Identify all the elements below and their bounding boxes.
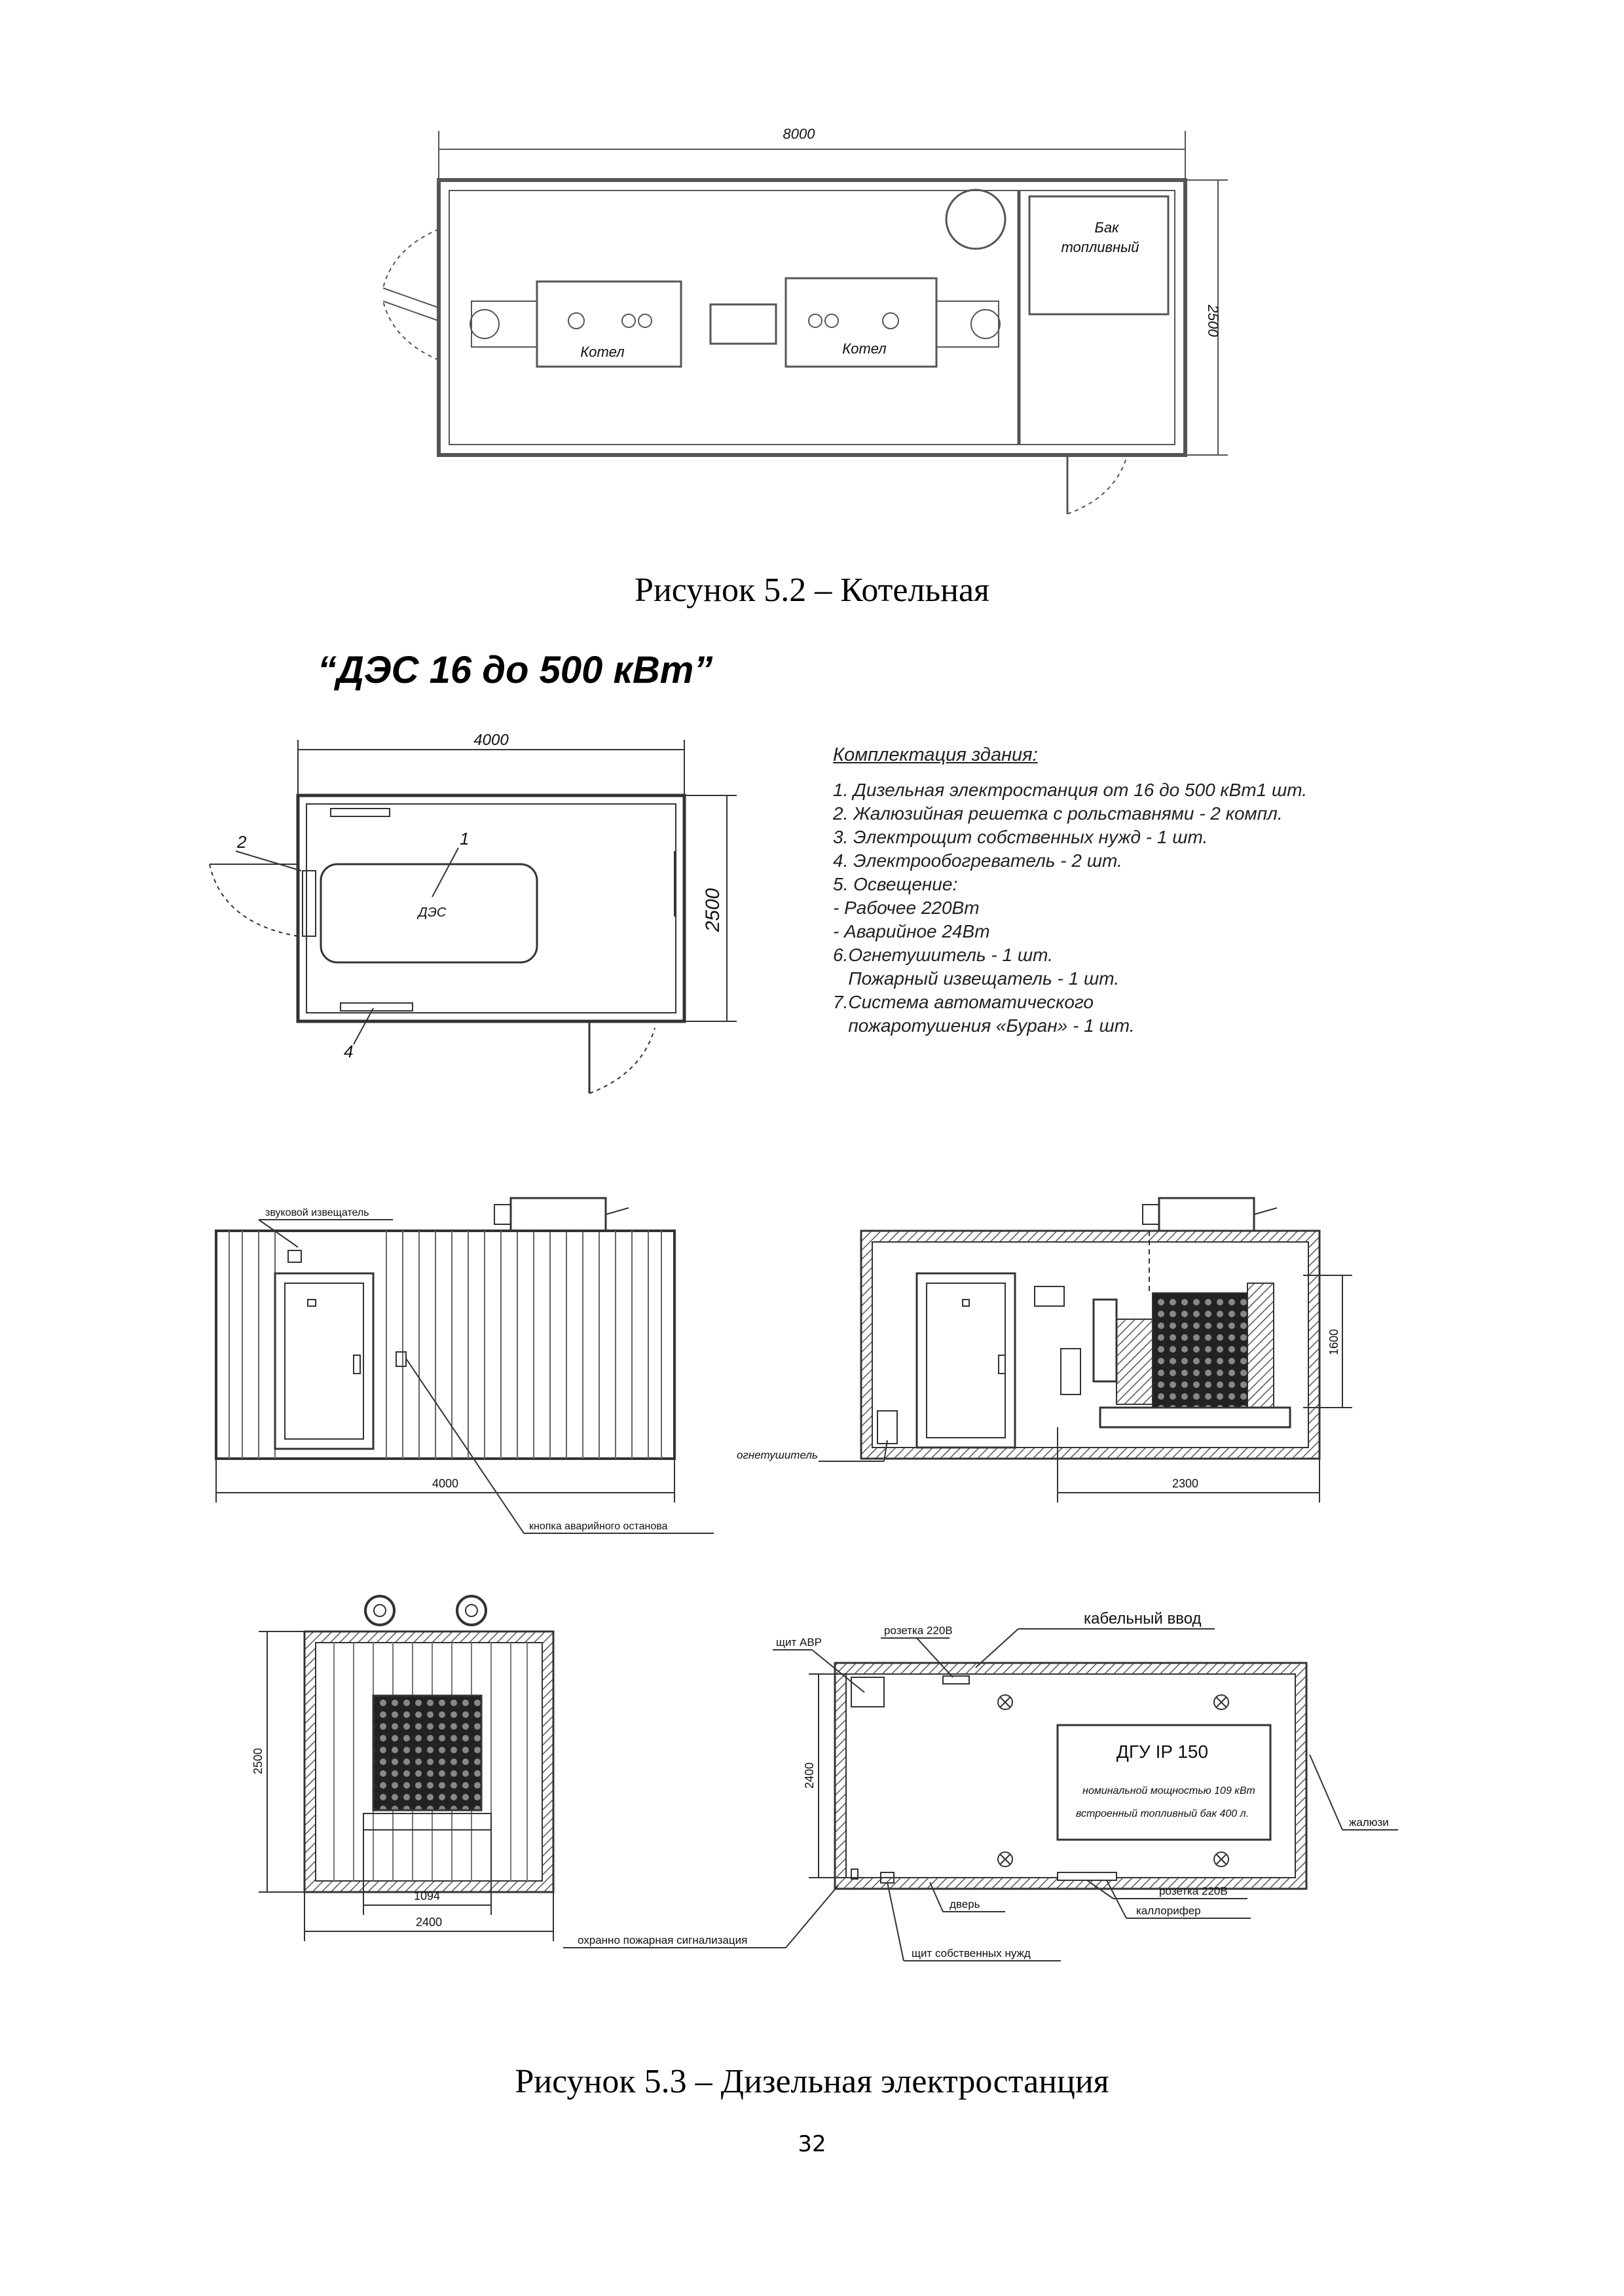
equipment-item: Пожарный извещатель - 1 шт. bbox=[833, 968, 1119, 989]
des-plan-labels bbox=[236, 731, 724, 1061]
front-view-labels bbox=[265, 1207, 668, 1532]
boiler-dim-width: 2500 bbox=[1205, 304, 1221, 337]
des-dim-length: 4000 bbox=[473, 731, 509, 749]
boiler-plan-labels bbox=[580, 126, 1221, 360]
equipment-item: 7.Система автоматического bbox=[833, 992, 1094, 1012]
boiler-house-plan bbox=[383, 131, 1228, 514]
equipment-list-heading: Комплектация здания: bbox=[833, 744, 1038, 765]
end-dim-width: 2400 bbox=[415, 1916, 443, 1929]
label-avr: щит АВР bbox=[776, 1636, 822, 1649]
label-door: дверь bbox=[950, 1898, 980, 1910]
equipment-item: - Рабочее 220Вт bbox=[833, 898, 980, 918]
equipment-item: 4. Электрообогреватель - 2 шт. bbox=[833, 850, 1122, 871]
callout-1: 1 bbox=[460, 829, 470, 848]
section-dim-height: 1600 bbox=[1327, 1328, 1340, 1356]
section-dim-length: 2300 bbox=[1172, 1477, 1199, 1490]
front-view bbox=[216, 1198, 714, 1533]
figure-5-3-caption: Рисунок 5.3 – Дизельная электростанция bbox=[515, 2063, 1109, 2100]
des-dim-width: 2500 bbox=[702, 888, 724, 932]
genset-power: номинальной мощностью 109 кВт bbox=[1082, 1785, 1255, 1796]
section-view bbox=[819, 1198, 1352, 1503]
tank-label-line1: Бак bbox=[1094, 219, 1119, 236]
label-sounder: звуковой извещатель bbox=[265, 1207, 369, 1218]
end-dim-height: 2500 bbox=[251, 1747, 265, 1775]
layout-dim-width: 2400 bbox=[803, 1762, 816, 1789]
label-extinguisher: огнетушитель bbox=[737, 1449, 818, 1461]
label-emergency-stop: кнопка аварийного останова bbox=[529, 1521, 668, 1532]
boiler1-label: Котел bbox=[580, 344, 625, 360]
equipment-item: 1. Дизельная электростанция от 16 до 500 кВт1 шт. bbox=[833, 780, 1308, 800]
equipment-item: 3. Электрощит собственных нужд - 1 шт. bbox=[833, 827, 1208, 847]
equipment-item: 2. Жалюзийная решетка с рольставнями - 2 компл. bbox=[833, 803, 1283, 824]
label-louvers: жалюзи bbox=[1349, 1816, 1389, 1829]
boiler2-label: Котел bbox=[842, 340, 887, 357]
callout-2: 2 bbox=[237, 832, 247, 852]
label-socket-bottom: розетка 220В bbox=[1159, 1885, 1228, 1897]
layout-plan bbox=[563, 1629, 1398, 1961]
label-fire-alarm: охранно пожарная сигнализация bbox=[578, 1934, 748, 1946]
page-number: 32 bbox=[798, 2131, 826, 2157]
label-cable-entry: кабельный ввод bbox=[1084, 1610, 1202, 1628]
genset-tank: встроенный топливный бак 400 л. bbox=[1075, 1808, 1249, 1819]
end-view bbox=[259, 1596, 553, 1941]
genset-title: ДГУ IP 150 bbox=[1116, 1741, 1209, 1762]
equipment-item: 5. Освещение: bbox=[833, 874, 958, 894]
label-aux-panel: щит собственных нужд bbox=[912, 1947, 1031, 1959]
boiler-2 bbox=[786, 278, 1000, 367]
equipment-item: - Аварийное 24Вт bbox=[833, 921, 990, 941]
boiler-dim-length: 8000 bbox=[783, 126, 815, 142]
label-heater: каллорифер bbox=[1136, 1904, 1201, 1917]
des-title: “ДЭС 16 до 500 кВт” bbox=[318, 649, 713, 691]
des-plan bbox=[210, 740, 737, 1093]
boiler-1 bbox=[470, 282, 681, 367]
equipment-item: пожаротушения «Буран» - 1 шт. bbox=[833, 1015, 1135, 1036]
tank-label-line2: топливный bbox=[1061, 239, 1139, 255]
end-dim-inner: 1094 bbox=[413, 1889, 441, 1903]
callout-4: 4 bbox=[344, 1042, 354, 1061]
front-dim-length: 4000 bbox=[432, 1477, 459, 1490]
label-socket-top: розетка 220В bbox=[884, 1624, 953, 1637]
figure-5-2-caption: Рисунок 5.2 – Котельная bbox=[635, 572, 989, 609]
equipment-list bbox=[833, 743, 1488, 1038]
des-unit-label: ДЭС bbox=[418, 905, 447, 920]
equipment-item: 6.Огнетушитель - 1 шт. bbox=[833, 945, 1053, 965]
